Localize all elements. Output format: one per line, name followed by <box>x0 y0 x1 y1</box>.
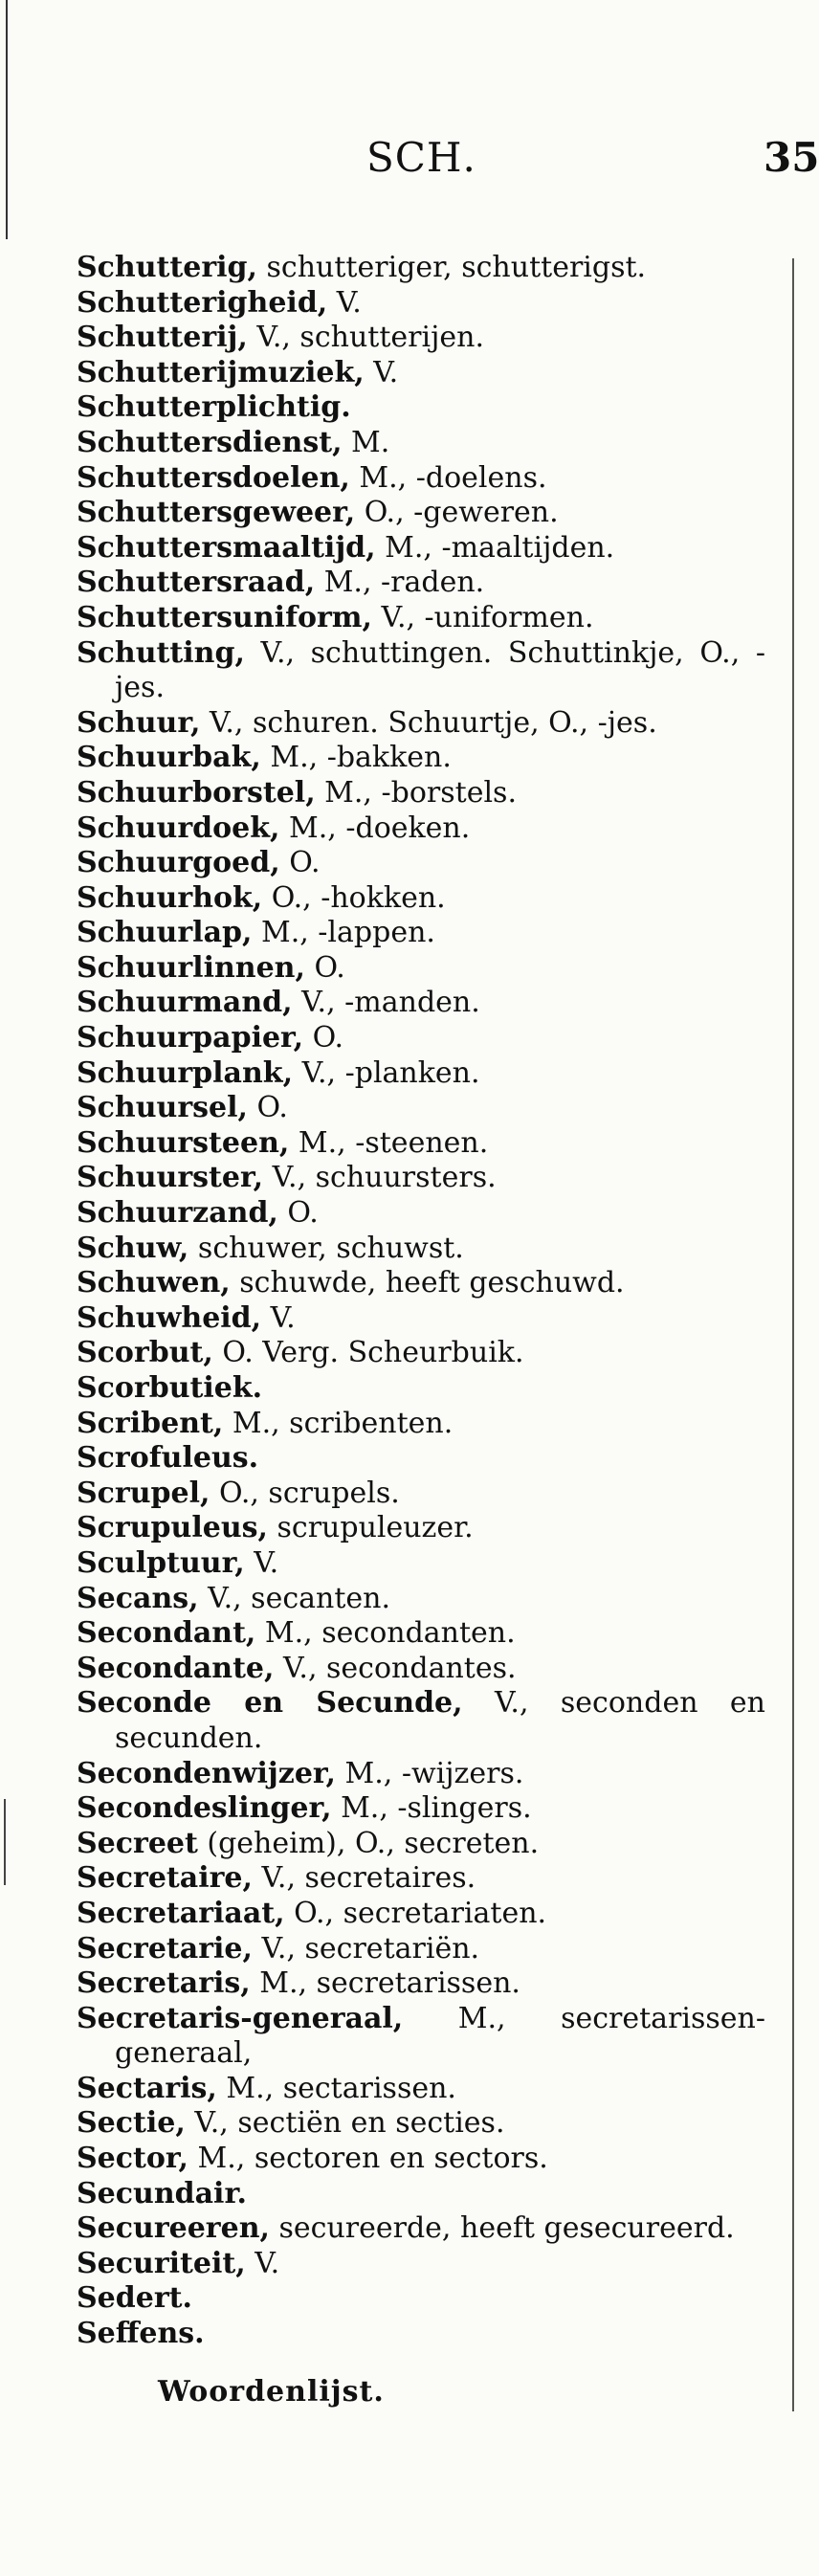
page-header <box>0 134 819 191</box>
entry-headword: Scrofuleus. <box>77 1441 259 1476</box>
dictionary-entry <box>77 846 765 881</box>
dictionary-entry <box>77 1546 765 1582</box>
entry-headword: Secreet <box>77 1826 198 1860</box>
entry-definition: V., sectiën en secties. <box>185 2106 505 2141</box>
dictionary-entry <box>77 1232 765 1267</box>
page-title: SCH. <box>366 134 476 181</box>
entry-definition: V., secretariën. <box>252 1931 480 1965</box>
dictionary-entry <box>77 1407 765 1442</box>
dictionary-entry <box>77 1932 765 1967</box>
dictionary-entry <box>77 2142 765 2177</box>
entry-headword: Secondant, <box>77 1616 256 1651</box>
entry-headword: Schuurbak, <box>77 741 261 775</box>
dictionary-entry <box>77 461 765 497</box>
entry-definition: V. <box>245 2246 280 2280</box>
entry-definition: V. <box>261 1300 296 1335</box>
entry-headword: Schuurdoek, <box>77 811 280 845</box>
entry-definition: V. <box>244 1545 279 1580</box>
dictionary-entry <box>77 1757 765 1792</box>
entry-definition: schuwer, schuwst. <box>188 1231 464 1265</box>
entry-definition: V., secanten. <box>198 1581 390 1615</box>
entry-headword: Schuursel, <box>77 1091 248 1125</box>
entry-headword: Schuur, <box>77 705 201 740</box>
entry-headword: Schuursteen, <box>77 1125 290 1160</box>
dictionary-entry <box>77 531 765 566</box>
entry-definition: O. Verg. Scheurbuik. <box>212 1336 524 1370</box>
entry-definition: M., sectoren en sectors. <box>188 2142 548 2176</box>
dictionary-entry <box>77 636 765 706</box>
entry-headword: Secans, <box>77 1581 199 1615</box>
entry-definition: M., secretarissen. <box>250 1966 520 2001</box>
entry-definition: scrupuleuzer. <box>267 1511 474 1545</box>
dictionary-entry <box>77 986 765 1021</box>
entry-headword: Secretariaat, <box>77 1896 285 1930</box>
dictionary-entry <box>77 356 765 391</box>
dictionary-entry <box>77 2072 765 2107</box>
entry-definition: (geheim), O., secreten. <box>197 1826 540 1860</box>
dictionary-entry <box>77 776 765 811</box>
dictionary-entry <box>77 1511 765 1546</box>
entry-headword: Scrupel, <box>77 1476 210 1510</box>
entry-definition: M., scribenten. <box>223 1406 454 1440</box>
dictionary-entry <box>77 1336 765 1371</box>
entry-headword: Schuurplank, <box>77 1055 294 1090</box>
entry-definition: V., schuursters. <box>263 1161 497 1195</box>
entry-definition: schuwde, heeft geschuwd. <box>230 1266 625 1300</box>
dictionary-entry <box>77 741 765 776</box>
entry-headword: Scribent, <box>77 1406 224 1440</box>
entry-headword: Schuw, <box>77 1231 189 1265</box>
entry-headword: Schutterijmuziek, <box>77 355 365 389</box>
entry-definition: M., -slingers. <box>331 1791 532 1826</box>
entry-definition: M., -steenen. <box>289 1125 489 1160</box>
entry-headword: Secretarie, <box>77 1931 253 1965</box>
entry-definition: M., -bakken. <box>260 741 452 775</box>
column-rule <box>792 258 794 2411</box>
dictionary-entry <box>77 321 765 356</box>
entry-headword: Schutterij, <box>77 321 248 355</box>
dictionary-entry <box>77 1056 765 1092</box>
entry-headword: Scorbut, <box>77 1336 213 1370</box>
page-number: 35 <box>764 134 819 181</box>
entry-headword: Securiteit, <box>77 2246 246 2280</box>
left-margin-rule <box>6 0 8 239</box>
entry-definition: V., -uniformen. <box>371 600 594 634</box>
dictionary-entry <box>77 916 765 951</box>
entry-headword: Schuttersgeweer, <box>77 496 356 530</box>
entry-headword: Sectaris, <box>77 2071 217 2105</box>
entry-definition: O., scrupels. <box>210 1476 400 1510</box>
entry-definition: M., -maaltijden. <box>375 530 615 565</box>
entry-headword: Schuwen, <box>77 1266 231 1300</box>
footer-label: Woordenlijst. <box>158 2375 385 2409</box>
entry-headword: Scrupuleus, <box>77 1511 268 1545</box>
dictionary-entry <box>77 811 765 847</box>
entry-headword: Schuurmand, <box>77 986 293 1020</box>
entry-headword: Schutting, <box>77 635 245 670</box>
entry-headword: Schuttersmaaltijd, <box>77 530 376 565</box>
entry-headword: Schutterplichtig. <box>77 390 351 425</box>
dictionary-entry <box>77 1791 765 1827</box>
dictionary-entry <box>77 2177 765 2212</box>
entry-headword: Sector, <box>77 2142 188 2176</box>
dictionary-entry <box>77 2317 765 2352</box>
entry-definition: M., secretarissen-generaal, <box>115 2001 765 2071</box>
entry-definition: M., -wijzers. <box>335 1756 524 1790</box>
left-margin-mark <box>4 1799 6 1885</box>
dictionary-entry <box>77 286 765 322</box>
entry-headword: Schuurlinnen, <box>77 950 305 985</box>
dictionary-entry <box>77 2106 765 2142</box>
dictionary-entry <box>77 251 765 286</box>
entry-headword: Seffens. <box>77 2317 205 2351</box>
entry-headword: Schuurhok, <box>77 880 263 915</box>
entry-headword: Schuttersdienst, <box>77 425 343 459</box>
entry-definition: V., -planken. <box>293 1055 480 1090</box>
dictionary-entry <box>77 2247 765 2282</box>
dictionary-entry <box>77 2211 765 2247</box>
dictionary-entry <box>77 706 765 742</box>
entry-headword: Schuurpapier, <box>77 1021 304 1055</box>
entry-definition: O. <box>304 950 345 985</box>
dictionary-entry <box>77 601 765 636</box>
entry-definition: V., secondantes. <box>274 1651 517 1685</box>
dictionary-entry <box>77 1126 765 1162</box>
dictionary-entry <box>77 1616 765 1652</box>
entry-definition: O. <box>248 1091 288 1125</box>
entry-definition: O., -hokken. <box>262 880 446 915</box>
entry-headword: Sectie, <box>77 2106 186 2141</box>
entry-headword: Secondante, <box>77 1651 275 1685</box>
entry-definition: V., -manden. <box>292 986 480 1020</box>
entry-headword: Scorbutiek. <box>77 1371 263 1405</box>
entry-headword: Secundair. <box>77 2176 247 2210</box>
entry-headword: Secretaris, <box>77 1966 251 2001</box>
entry-headword: Schuurzand, <box>77 1196 278 1231</box>
entry-definition: V., schuren. Schuurtje, O., -jes. <box>200 705 657 740</box>
entry-headword: Secretaris-generaal, <box>77 2001 404 2035</box>
dictionary-entry <box>77 496 765 531</box>
dictionary-entry <box>77 1477 765 1512</box>
entry-definition: secureerde, heeft gesecureerd. <box>269 2211 735 2246</box>
dictionary-entry <box>77 1091 765 1126</box>
entry-definition: V., schutterijen. <box>247 321 484 355</box>
entry-headword: Secondeslinger, <box>77 1791 332 1826</box>
dictionary-entries <box>77 251 765 2352</box>
entry-headword: Seconde en Secunde, <box>77 1686 463 1721</box>
dictionary-entry <box>77 566 765 601</box>
entry-definition: M., -raden. <box>315 566 485 600</box>
entry-definition: V., secretaires. <box>252 1861 476 1896</box>
entry-headword: Secureeren, <box>77 2211 270 2246</box>
dictionary-entry <box>77 881 765 917</box>
entry-headword: Schuurborstel, <box>77 775 316 810</box>
entry-definition: V., schuttingen. Schuttinkje, O., -jes. <box>115 635 765 705</box>
entry-headword: Sculptuur, <box>77 1545 245 1580</box>
entry-definition: V., seconden en secunden. <box>115 1686 765 1755</box>
dictionary-entry <box>77 1441 765 1477</box>
entry-definition: M., secondanten. <box>255 1616 516 1651</box>
entry-definition: M. <box>342 425 390 459</box>
entry-definition: O. <box>277 1196 319 1231</box>
dictionary-entry <box>77 1652 765 1687</box>
dictionary-entry <box>77 2281 765 2317</box>
entry-definition: O., -geweren. <box>355 496 559 530</box>
entry-headword: Secretaire, <box>77 1861 253 1896</box>
dictionary-entry <box>77 426 765 461</box>
entry-definition: V. <box>364 355 399 389</box>
dictionary-entry <box>77 1827 765 1862</box>
dictionary-entry <box>77 1021 765 1056</box>
dictionary-entry <box>77 2002 765 2072</box>
dictionary-entry <box>77 1266 765 1301</box>
entry-definition: O. <box>279 846 321 880</box>
entry-headword: Schuurster, <box>77 1161 264 1195</box>
entry-headword: Schutterig, <box>77 251 257 284</box>
dictionary-entry <box>77 1301 765 1337</box>
dictionary-entry <box>77 1686 765 1756</box>
dictionary-entry <box>77 1161 765 1196</box>
dictionary-entry <box>77 1861 765 1897</box>
entry-definition: M., sectarissen. <box>216 2071 456 2105</box>
entry-definition: M., -lappen. <box>252 916 435 950</box>
dictionary-entry <box>77 1196 765 1232</box>
dictionary-entry <box>77 1966 765 2002</box>
entry-definition: schutteriger, schutterigst. <box>256 251 647 284</box>
entry-headword: Secondenwijzer, <box>77 1756 336 1790</box>
entry-definition: M., -borstels. <box>315 775 517 810</box>
entry-headword: Schutterigheid, <box>77 285 328 320</box>
entry-headword: Schuttersuniform, <box>77 600 372 634</box>
entry-definition: V. <box>327 285 362 320</box>
entry-definition: M., -doeken. <box>279 811 471 845</box>
dictionary-entry <box>77 390 765 426</box>
dictionary-entry <box>77 1371 765 1407</box>
entry-headword: Schuwheid, <box>77 1300 262 1335</box>
entry-headword: Schuurlap, <box>77 916 253 950</box>
entry-headword: Schuurgoed, <box>77 846 280 880</box>
dictionary-entry <box>77 1582 765 1617</box>
entry-definition: O., secretariaten. <box>284 1896 547 1930</box>
entry-headword: Schuttersraad, <box>77 566 316 600</box>
entry-definition: O. <box>303 1021 344 1055</box>
entry-definition: M., -doelens. <box>349 460 547 495</box>
entry-headword: Schuttersdoelen, <box>77 460 350 495</box>
entry-headword: Sedert. <box>77 2281 192 2316</box>
dictionary-entry <box>77 1897 765 1932</box>
dictionary-entry <box>77 951 765 987</box>
